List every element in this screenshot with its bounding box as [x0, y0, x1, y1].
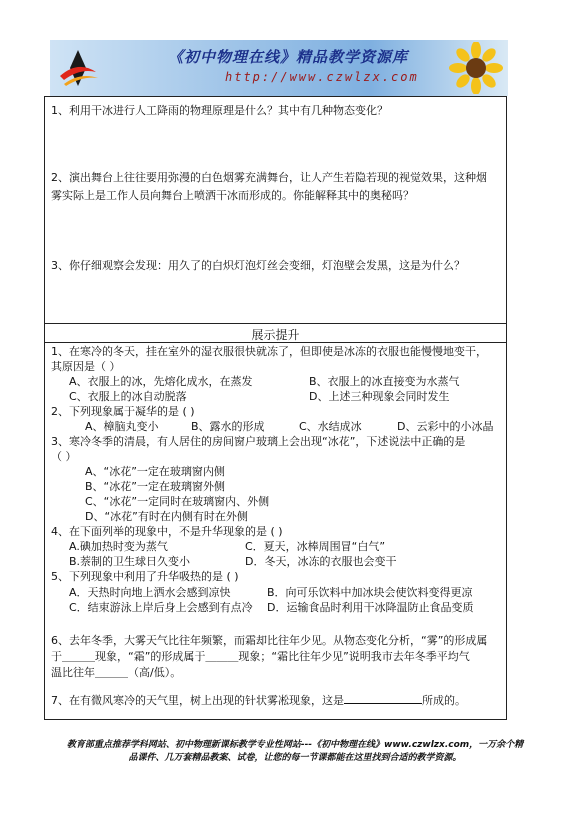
q5-option-b: B．向可乐饮料中加冰块会使饮料变得更凉: [267, 586, 473, 599]
part2-question-1-line1: 1、在寒冷的冬天，挂在室外的湿衣服很快就冻了，但即使是冰冻的衣服也能慢慢地变干，: [51, 345, 487, 358]
banner-title: 《初中物理在线》精品教学资源库: [168, 48, 409, 66]
q7-text-after: 所成的。: [422, 694, 466, 707]
q1-option-c: C、衣服上的冰自动脱落: [69, 390, 187, 403]
q2-option-b: B、露水的形成: [191, 420, 265, 433]
q1-option-a: A、衣服上的冰，先熔化成水，在蒸发: [69, 375, 253, 388]
q1-option-d: D、上述三种现象会同时发生: [309, 390, 450, 403]
q5-option-d: D．运输食品时利用干冰降温防止食品变质: [267, 601, 474, 614]
q7-text-before: 7、在有微风寒冷的天气里，树上出现的针状雾凇现象，这是: [51, 694, 344, 707]
worksheet-frame: [44, 96, 507, 720]
part2-question-5: 5、下列现象中利用了升华吸热的是 ( ): [51, 570, 239, 583]
q3-option-b: B、“冰花”一定在玻璃窗外侧: [85, 480, 225, 493]
q3-option-d: D、“冰花”有时在内侧有时在外侧: [85, 510, 248, 523]
part2-question-6-line2: 于＿＿＿现象，“霜”的形成属于＿＿＿现象；“霜比往年少见”说明我市去年冬季平均气: [51, 650, 470, 663]
part2-question-3-line1: 3、寒冷冬季的清晨，有人居住的房间窗户玻璃上会出现“冰花”，下述说法中正确的是: [51, 435, 466, 448]
q4-option-d: D．冬天，冰冻的衣服也会变干: [245, 555, 397, 568]
q2-option-c: C、水结成冰: [299, 420, 362, 433]
section-divider-bottom: [45, 342, 506, 343]
q4-option-c: C．夏天，冰棒周围冒“白气”: [245, 540, 386, 553]
q1-option-b: B、衣服上的冰直接变为水蒸气: [309, 375, 460, 388]
part2-question-7: [51, 692, 466, 708]
q4-option-b: B.萘制的卫生球日久变小: [69, 555, 191, 568]
part2-question-6-line1: 6、去年冬季，大雾天气比往年频繁，而霜却比往年少见。从物态变化分析，“雾”的形成属: [51, 634, 488, 647]
part1-question-2-line1: 2、演出舞台上往往要用弥漫的白色烟雾充满舞台，让人产生若隐若现的视觉效果，这种烟: [51, 171, 487, 184]
part2-question-1-line2: 其原因是（ ）: [51, 360, 121, 373]
part2-question-2: 2、下列现象属于凝华的是 ( ): [51, 405, 195, 418]
q2-option-a: A、樟脑丸变小: [85, 420, 159, 433]
part2-question-4: 4、在下面列举的现象中，不是升华现象的是 ( ): [51, 525, 283, 538]
q5-option-c: C．结束游泳上岸后身上会感到有点冷: [69, 601, 253, 614]
part1-question-1: 1、利用干冰进行人工降雨的物理原理是什么？其中有几种物态变化？: [51, 104, 388, 117]
footer: [30, 739, 560, 765]
section-title: 展示提升: [251, 328, 300, 342]
q3-option-c: C、“冰花”一定同时在玻璃窗内、外侧: [85, 495, 270, 508]
footer-line-2: 品课件、几万套精品教案、试卷，让您的每一节课都能在这里找到合适的教学资源。: [128, 753, 462, 763]
q2-option-d: D、云彩中的小冰晶: [397, 420, 494, 433]
q3-option-a: A、“冰花”一定在玻璃窗内侧: [85, 465, 225, 478]
site-logo-icon: [56, 46, 100, 90]
header-banner: [50, 40, 508, 96]
banner-url[interactable]: http://www.czwlzx.com: [225, 70, 419, 84]
footer-line-1: 教育部重点推荐学科网站、初中物理新课标教学专业性网站---《初中物理在线》www.czwlzx.com，一万余个精: [66, 740, 524, 750]
part1-question-3: 3、你仔细观察会发现：用久了的白炽灯泡灯丝会变细，灯泡壁会发黑，这是为什么？: [51, 259, 465, 272]
q4-option-a: A.碘加热时变为蒸气: [69, 540, 168, 553]
q5-option-a: A．天热时向地上洒水会感到凉快: [69, 586, 231, 599]
sunflower-icon: [448, 42, 504, 94]
section-divider-top: [45, 323, 506, 324]
part1-question-2-line2: 雾实际上是工作人员向舞台上喷洒干冰而形成的。你能解释其中的奥秘吗？: [51, 189, 414, 202]
part2-question-6-line3: 温比往年＿＿＿（高/低）。: [51, 666, 182, 679]
q7-answer-blank[interactable]: [344, 692, 422, 704]
part2-question-3-line2: （ ）: [51, 450, 77, 463]
